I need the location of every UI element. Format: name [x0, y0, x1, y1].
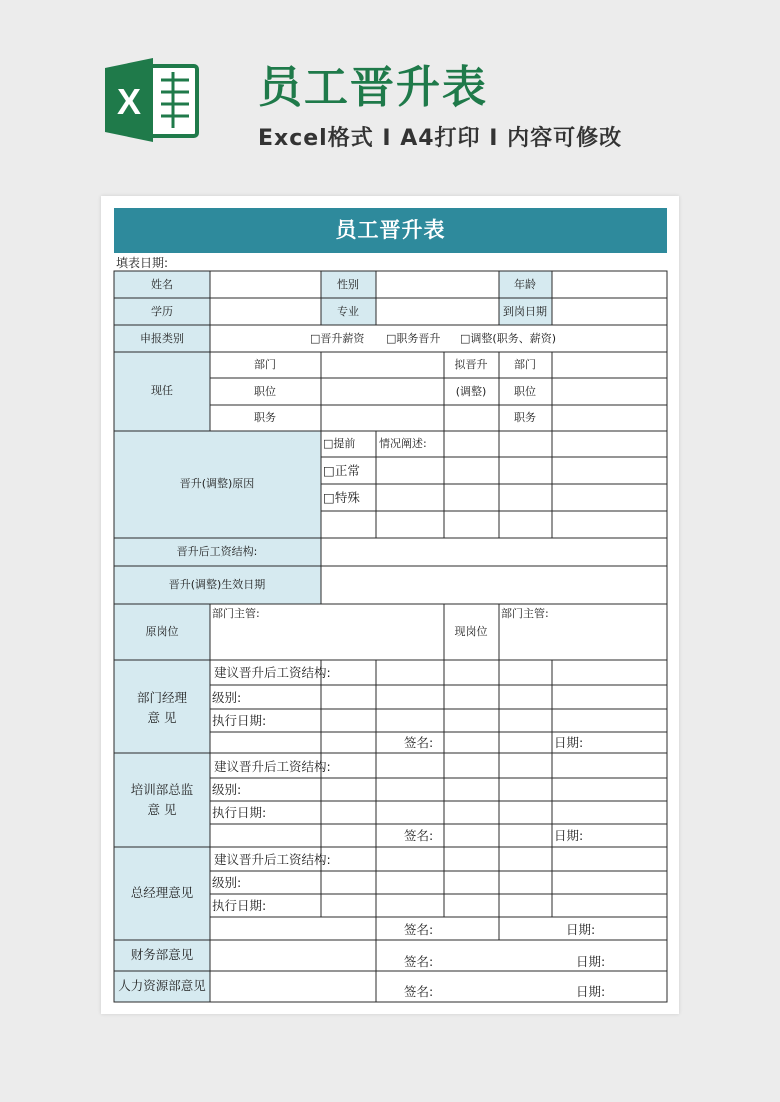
- option-adjustment[interactable]: □调整(职务、薪资): [460, 332, 556, 345]
- proposed-position-label: 职位: [514, 385, 536, 398]
- gm-suggest-salary-label: 建议晋升后工资结构:: [214, 852, 331, 867]
- option-position-promotion[interactable]: □职务晋升: [386, 332, 441, 345]
- name-label: 姓名: [151, 278, 173, 291]
- page-title: 员工晋升表: [258, 62, 488, 113]
- dm-date-label: 日期:: [554, 735, 584, 750]
- excel-logo-letter: X: [116, 81, 142, 122]
- checkbox-icon: □: [386, 332, 397, 345]
- finance-sign-label: 签名:: [404, 954, 434, 969]
- orig-dept-head-label: 部门主管:: [212, 607, 260, 620]
- reason-early-option[interactable]: □提前: [323, 437, 356, 450]
- finance-opinion-label: 财务部意见: [130, 947, 194, 962]
- dm-suggest-salary-label: 建议晋升后工资结构:: [214, 665, 331, 680]
- dept-manager-label: 部门经理: [136, 690, 188, 705]
- form-title-banner: 员工晋升表: [114, 208, 667, 253]
- page-subtitle: Excel格式 I A4打印 I 内容可修改: [258, 126, 623, 151]
- gm-exec-date-label: 执行日期:: [212, 898, 267, 913]
- checkbox-icon: □: [323, 463, 335, 478]
- orig-post-label: 原岗位: [145, 625, 179, 638]
- current-position-label: 职位: [254, 385, 276, 398]
- salary-structure-label: 晋升后工资结构:: [176, 545, 258, 558]
- td-sign-label: 签名:: [404, 828, 434, 843]
- situation-label: 情况阐述:: [379, 437, 427, 450]
- checkbox-icon: □: [460, 332, 471, 345]
- td-date-label: 日期:: [554, 828, 584, 843]
- dept-manager-opinion-label: 意 见: [147, 710, 177, 725]
- proposed-adjust-label: (调整): [455, 385, 487, 398]
- training-dir-opinion-label: 意 见: [147, 802, 177, 817]
- gm-level-label: 级别:: [212, 875, 242, 890]
- gender-label: 性别: [337, 278, 359, 291]
- current-dept-label: 部门: [254, 358, 276, 371]
- hr-date-label: 日期:: [576, 984, 606, 999]
- hr-opinion-label: 人力资源部意见: [118, 978, 206, 993]
- age-label: 年龄: [514, 278, 536, 291]
- td-exec-date-label: 执行日期:: [212, 805, 267, 820]
- hire-date-label: 到岗日期: [503, 305, 547, 318]
- reason-special-option[interactable]: □特殊: [323, 490, 360, 505]
- checkbox-icon: □: [323, 490, 335, 505]
- proposed-duty-label: 职务: [514, 411, 536, 424]
- gm-date-label: 日期:: [566, 922, 596, 937]
- td-suggest-salary-label: 建议晋升后工资结构:: [214, 759, 331, 774]
- current-post-label: 现岗位: [454, 625, 488, 638]
- dm-sign-label: 签名:: [404, 735, 434, 750]
- effective-date-label: 晋升(调整)生效日期: [168, 578, 266, 591]
- checkbox-icon: □: [310, 332, 321, 345]
- current-dept-head-label: 部门主管:: [501, 607, 549, 620]
- apply-type-label: 申报类别: [140, 332, 184, 345]
- reason-label: 晋升(调整)原因: [179, 477, 255, 490]
- gm-opinion-label: 总经理意见: [130, 885, 194, 900]
- proposed-dept-label: 部门: [514, 358, 536, 371]
- training-dir-label: 培训部总监: [130, 782, 194, 797]
- dm-level-label: 级别:: [212, 690, 242, 705]
- gm-sign-label: 签名:: [404, 922, 434, 937]
- proposed-label: 拟晋升: [454, 358, 488, 371]
- current-duty-label: 职务: [254, 411, 276, 424]
- reason-normal-option[interactable]: □正常: [323, 463, 360, 478]
- current-label: 现任: [151, 384, 173, 397]
- fill-date-label: 填表日期:: [116, 256, 169, 270]
- option-salary-promotion[interactable]: □晋升薪资: [310, 332, 365, 345]
- dm-exec-date-label: 执行日期:: [212, 713, 267, 728]
- td-level-label: 级别:: [212, 782, 242, 797]
- hr-sign-label: 签名:: [404, 984, 434, 999]
- major-label: 专业: [337, 305, 359, 318]
- education-label: 学历: [151, 305, 173, 318]
- finance-date-label: 日期:: [576, 954, 606, 969]
- checkbox-icon: □: [323, 437, 334, 450]
